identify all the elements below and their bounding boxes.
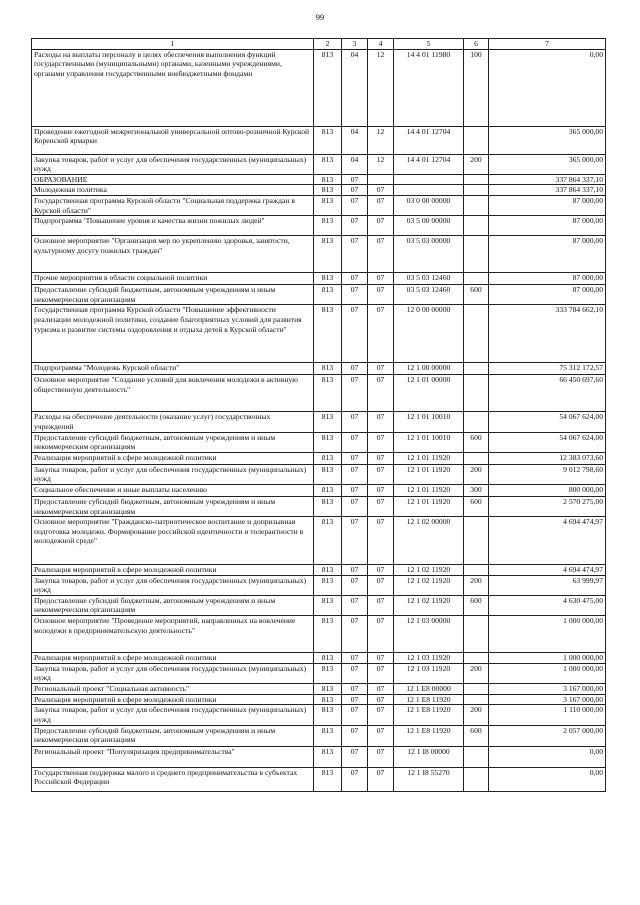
ministry-code-cell: 813 bbox=[314, 746, 342, 767]
target-article-cell: 12 1 01 00000 bbox=[394, 375, 464, 412]
ministry-code-cell: 813 bbox=[314, 154, 342, 174]
item-name-cell: Государственная программа Курской области "Социальная поддержка граждан в Курской области" bbox=[32, 195, 314, 215]
item-name-cell: Реализация мероприятий в сфере молодежной политики bbox=[32, 452, 314, 464]
page-number: 99 bbox=[315, 12, 325, 22]
ministry-code-cell: 813 bbox=[314, 575, 342, 595]
amount-cell: 1 110 000,00 bbox=[489, 705, 606, 725]
subsection-code-cell: 07 bbox=[368, 725, 394, 746]
table-row bbox=[32, 452, 606, 464]
section-code-cell: 07 bbox=[342, 185, 368, 196]
table-row bbox=[32, 746, 606, 767]
expense-type-cell bbox=[464, 305, 489, 363]
ministry-code-cell: 813 bbox=[314, 705, 342, 725]
subsection-code-cell: 07 bbox=[368, 565, 394, 576]
subsection-code-cell: 07 bbox=[368, 452, 394, 464]
table-row bbox=[32, 375, 606, 412]
amount-cell: 337 864 337,10 bbox=[489, 185, 606, 196]
section-code-cell: 07 bbox=[342, 725, 368, 746]
table-row bbox=[32, 305, 606, 363]
table-row bbox=[32, 195, 606, 215]
ministry-code-cell: 813 bbox=[314, 452, 342, 464]
section-code-cell: 07 bbox=[342, 412, 368, 432]
target-article-cell: 12 1 02 11920 bbox=[394, 565, 464, 576]
target-article-cell: 12 1 02 00000 bbox=[394, 517, 464, 565]
section-code-cell: 07 bbox=[342, 464, 368, 484]
item-name-cell: Государственная поддержка малого и среднего предпринимательства в субъектах Российской Федерации bbox=[32, 767, 314, 791]
subsection-code-cell: 07 bbox=[368, 705, 394, 725]
expense-type-cell: 600 bbox=[464, 595, 489, 615]
target-article-cell: 12 1 03 11920 bbox=[394, 653, 464, 664]
expense-type-cell bbox=[464, 363, 489, 375]
ministry-code-cell: 813 bbox=[314, 273, 342, 285]
amount-cell: 3 167 000,00 bbox=[489, 694, 606, 705]
section-code-cell: 07 bbox=[342, 375, 368, 412]
section-code-cell: 07 bbox=[342, 663, 368, 683]
subsection-code-cell: 07 bbox=[368, 363, 394, 375]
target-article-cell: 03 5 03 00000 bbox=[394, 236, 464, 273]
subsection-code-cell: 07 bbox=[368, 305, 394, 363]
table-row bbox=[32, 363, 606, 375]
item-name-cell: Молодежная политика bbox=[32, 185, 314, 196]
ministry-code-cell: 813 bbox=[314, 236, 342, 273]
target-article-cell: 12 1 01 11920 bbox=[394, 452, 464, 464]
subsection-code-cell: 07 bbox=[368, 616, 394, 653]
section-code-cell: 04 bbox=[342, 154, 368, 174]
section-code-cell: 07 bbox=[342, 767, 368, 791]
ministry-code-cell: 813 bbox=[314, 496, 342, 516]
table-row bbox=[32, 705, 606, 725]
table-row bbox=[32, 653, 606, 664]
expense-type-cell bbox=[464, 174, 489, 185]
subsection-code-cell: 07 bbox=[368, 595, 394, 615]
expense-type-cell: 600 bbox=[464, 496, 489, 516]
ministry-code-cell: 813 bbox=[314, 195, 342, 215]
table-row bbox=[32, 432, 606, 452]
subsection-code-cell: 07 bbox=[368, 694, 394, 705]
section-code-cell: 07 bbox=[342, 746, 368, 767]
header-cell: 2 bbox=[314, 39, 342, 50]
expense-type-cell bbox=[464, 746, 489, 767]
amount-cell: 365 000,00 bbox=[489, 126, 606, 154]
ministry-code-cell: 813 bbox=[314, 363, 342, 375]
table-header-row bbox=[32, 39, 606, 50]
table-row bbox=[32, 185, 606, 196]
item-name-cell: Региональный проект "Популяризация предпринимательства" bbox=[32, 746, 314, 767]
amount-cell: 66 450 697,60 bbox=[489, 375, 606, 412]
amount-cell: 87 000,00 bbox=[489, 195, 606, 215]
header-cell: 4 bbox=[368, 39, 394, 50]
subsection-code-cell: 07 bbox=[368, 663, 394, 683]
expense-type-cell bbox=[464, 452, 489, 464]
item-name-cell: Государственная программа Курской области "Повышение эффективности реализации молодежной политики, создание благоприятных условий для развития туризма и развитие системы оздоровления и отдыха детей в Курской области" bbox=[32, 305, 314, 363]
target-article-cell: 12 1 02 11920 bbox=[394, 595, 464, 615]
expense-type-cell bbox=[464, 412, 489, 432]
amount-cell: 87 000,00 bbox=[489, 273, 606, 285]
section-code-cell: 07 bbox=[342, 595, 368, 615]
ministry-code-cell: 813 bbox=[314, 432, 342, 452]
table-row bbox=[32, 49, 606, 126]
ministry-code-cell: 813 bbox=[314, 216, 342, 236]
subsection-code-cell: 07 bbox=[368, 412, 394, 432]
subsection-code-cell: 12 bbox=[368, 49, 394, 126]
expense-type-cell bbox=[464, 185, 489, 196]
section-code-cell: 07 bbox=[342, 705, 368, 725]
header-cell: 1 bbox=[32, 39, 314, 50]
section-code-cell: 07 bbox=[342, 285, 368, 305]
subsection-code-cell: 07 bbox=[368, 236, 394, 273]
expense-type-cell bbox=[464, 565, 489, 576]
ministry-code-cell: 813 bbox=[314, 285, 342, 305]
table-row bbox=[32, 236, 606, 273]
table-row bbox=[32, 517, 606, 565]
target-article-cell: 12 1 02 11920 bbox=[394, 575, 464, 595]
expense-type-cell: 200 bbox=[464, 154, 489, 174]
amount-cell: 1 000 000,00 bbox=[489, 616, 606, 653]
budget-table bbox=[31, 38, 606, 792]
expense-type-cell: 200 bbox=[464, 575, 489, 595]
table-row bbox=[32, 694, 606, 705]
ministry-code-cell: 813 bbox=[314, 653, 342, 664]
amount-cell: 333 784 662,10 bbox=[489, 305, 606, 363]
target-article-cell: 12 1 I8 00000 bbox=[394, 746, 464, 767]
ministry-code-cell: 813 bbox=[314, 595, 342, 615]
target-article-cell: 03 5 00 00000 bbox=[394, 216, 464, 236]
target-article-cell bbox=[394, 174, 464, 185]
section-code-cell: 07 bbox=[342, 273, 368, 285]
ministry-code-cell: 813 bbox=[314, 49, 342, 126]
expense-type-cell bbox=[464, 236, 489, 273]
ministry-code-cell: 813 bbox=[314, 174, 342, 185]
section-code-cell: 07 bbox=[342, 565, 368, 576]
section-code-cell: 07 bbox=[342, 653, 368, 664]
item-name-cell: Закупка товаров, работ и услуг для обеспечения государственных (муниципальных) нужд bbox=[32, 154, 314, 174]
table-row bbox=[32, 683, 606, 694]
item-name-cell: Предоставление субсидий бюджетным, автономным учреждениям и иным некоммерческим организациям bbox=[32, 725, 314, 746]
target-article-cell bbox=[394, 185, 464, 196]
amount-cell: 1 000 000,00 bbox=[489, 653, 606, 664]
expense-type-cell: 100 bbox=[464, 49, 489, 126]
subsection-code-cell: 07 bbox=[368, 484, 394, 496]
section-code-cell: 07 bbox=[342, 683, 368, 694]
expense-type-cell bbox=[464, 653, 489, 664]
amount-cell: 4 694 474,97 bbox=[489, 517, 606, 565]
target-article-cell: 12 1 00 00000 bbox=[394, 363, 464, 375]
ministry-code-cell: 813 bbox=[314, 616, 342, 653]
target-article-cell: 14 4 01 12704 bbox=[394, 126, 464, 154]
target-article-cell: 03 0 00 00000 bbox=[394, 195, 464, 215]
ministry-code-cell: 813 bbox=[314, 305, 342, 363]
expense-type-cell: 200 bbox=[464, 464, 489, 484]
item-name-cell: Предоставление субсидий бюджетным, автономным учреждениям и иным некоммерческим организациям bbox=[32, 432, 314, 452]
amount-cell: 800 000,00 bbox=[489, 484, 606, 496]
item-name-cell: Прочие мероприятия в области социальной политики bbox=[32, 273, 314, 285]
target-article-cell: 12 1 E8 11920 bbox=[394, 705, 464, 725]
target-article-cell: 12 1 I8 55270 bbox=[394, 767, 464, 791]
amount-cell: 54 067 624,00 bbox=[489, 432, 606, 452]
header-cell: 7 bbox=[489, 39, 606, 50]
subsection-code-cell: 07 bbox=[368, 767, 394, 791]
item-name-cell: Закупка товаров, работ и услуг для обеспечения государственных (муниципальных) нужд bbox=[32, 705, 314, 725]
amount-cell: 87 000,00 bbox=[489, 216, 606, 236]
ministry-code-cell: 813 bbox=[314, 185, 342, 196]
expense-type-cell bbox=[464, 517, 489, 565]
section-code-cell: 07 bbox=[342, 216, 368, 236]
item-name-cell: Реализация мероприятий в сфере молодежной политики bbox=[32, 653, 314, 664]
table-row bbox=[32, 126, 606, 154]
table-row bbox=[32, 464, 606, 484]
target-article-cell: 12 1 E8 11920 bbox=[394, 694, 464, 705]
expense-type-cell bbox=[464, 375, 489, 412]
table-row bbox=[32, 565, 606, 576]
subsection-code-cell: 07 bbox=[368, 464, 394, 484]
expense-type-cell: 200 bbox=[464, 663, 489, 683]
amount-cell: 0,00 bbox=[489, 767, 606, 791]
item-name-cell: Закупка товаров, работ и услуг для обеспечения государственных (муниципальных) нужд bbox=[32, 464, 314, 484]
target-article-cell: 12 1 01 11920 bbox=[394, 496, 464, 516]
item-name-cell: Расходы на выплаты персоналу в целях обеспечения выполнения функций государственными (муниципальными) органами, казенными учреждениями, органами управления государственными внебюджетными фондами bbox=[32, 49, 314, 126]
item-name-cell: Предоставление субсидий бюджетным, автономным учреждениям и иным некоммерческим организациям bbox=[32, 285, 314, 305]
section-code-cell: 07 bbox=[342, 363, 368, 375]
amount-cell: 12 383 073,60 bbox=[489, 452, 606, 464]
target-article-cell: 12 1 01 10010 bbox=[394, 412, 464, 432]
table-row bbox=[32, 725, 606, 746]
item-name-cell: Подпрограмма "Молодежь Курской области" bbox=[32, 363, 314, 375]
item-name-cell: Основное мероприятие "Создание условий для вовлечения молодежи в активную общественную деятельность" bbox=[32, 375, 314, 412]
amount-cell: 9 012 798,60 bbox=[489, 464, 606, 484]
table-row bbox=[32, 174, 606, 185]
table-row bbox=[32, 484, 606, 496]
subsection-code-cell: 07 bbox=[368, 683, 394, 694]
item-name-cell: Социальное обеспечение и иные выплаты населению bbox=[32, 484, 314, 496]
section-code-cell: 07 bbox=[342, 616, 368, 653]
subsection-code-cell: 07 bbox=[368, 575, 394, 595]
target-article-cell: 12 1 03 11920 bbox=[394, 663, 464, 683]
subsection-code-cell: 07 bbox=[368, 273, 394, 285]
ministry-code-cell: 813 bbox=[314, 464, 342, 484]
item-name-cell: Реализация мероприятий в сфере молодежной политики bbox=[32, 565, 314, 576]
target-article-cell: 14 4 01 12704 bbox=[394, 154, 464, 174]
subsection-code-cell: 07 bbox=[368, 285, 394, 305]
section-code-cell: 04 bbox=[342, 49, 368, 126]
subsection-code-cell bbox=[368, 174, 394, 185]
item-name-cell: Основное мероприятие "Организация мер по укреплению здоровья, занятости, культурному досугу пожилых граждан" bbox=[32, 236, 314, 273]
expense-type-cell: 200 bbox=[464, 705, 489, 725]
table-row bbox=[32, 595, 606, 615]
amount-cell: 63 999,97 bbox=[489, 575, 606, 595]
amount-cell: 365 000,00 bbox=[489, 154, 606, 174]
ministry-code-cell: 813 bbox=[314, 126, 342, 154]
section-code-cell: 07 bbox=[342, 305, 368, 363]
expense-type-cell: 600 bbox=[464, 432, 489, 452]
item-name-cell: Основное мероприятие "Проведение мероприятий, направленных на вовлечение молодежи в предпринимательскую деятельность" bbox=[32, 616, 314, 653]
subsection-code-cell: 07 bbox=[368, 496, 394, 516]
expense-type-cell bbox=[464, 694, 489, 705]
section-code-cell: 07 bbox=[342, 484, 368, 496]
section-code-cell: 07 bbox=[342, 432, 368, 452]
expense-type-cell bbox=[464, 273, 489, 285]
amount-cell: 2 570 275,00 bbox=[489, 496, 606, 516]
target-article-cell: 12 1 03 00000 bbox=[394, 616, 464, 653]
expense-type-cell bbox=[464, 216, 489, 236]
section-code-cell: 07 bbox=[342, 694, 368, 705]
subsection-code-cell: 07 bbox=[368, 185, 394, 196]
item-name-cell: Реализация мероприятий в сфере молодежной политики bbox=[32, 694, 314, 705]
section-code-cell: 07 bbox=[342, 575, 368, 595]
table-row bbox=[32, 767, 606, 791]
amount-cell: 2 057 000,00 bbox=[489, 725, 606, 746]
item-name-cell: Расходы на обеспечение деятельности (оказание услуг) государственных учреждений bbox=[32, 412, 314, 432]
item-name-cell: Предоставление субсидий бюджетным, автономным учреждениям и иным некоммерческим организациям bbox=[32, 496, 314, 516]
amount-cell: 87 000,00 bbox=[489, 285, 606, 305]
expense-type-cell: 300 bbox=[464, 484, 489, 496]
subsection-code-cell: 12 bbox=[368, 126, 394, 154]
target-article-cell: 12 1 01 11920 bbox=[394, 464, 464, 484]
item-name-cell: Проведение ежегодной межрегиональной универсальной оптово-розничной Курской Коренской ярмарки bbox=[32, 126, 314, 154]
target-article-cell: 12 1 01 10010 bbox=[394, 432, 464, 452]
amount-cell: 4 694 474,97 bbox=[489, 565, 606, 576]
ministry-code-cell: 813 bbox=[314, 412, 342, 432]
subsection-code-cell: 07 bbox=[368, 517, 394, 565]
section-code-cell: 07 bbox=[342, 174, 368, 185]
expense-type-cell bbox=[464, 683, 489, 694]
expense-type-cell bbox=[464, 195, 489, 215]
ministry-code-cell: 813 bbox=[314, 683, 342, 694]
amount-cell: 0,00 bbox=[489, 746, 606, 767]
subsection-code-cell: 07 bbox=[368, 216, 394, 236]
expense-type-cell: 600 bbox=[464, 725, 489, 746]
item-name-cell: ОБРАЗОВАНИЕ bbox=[32, 174, 314, 185]
target-article-cell: 12 0 00 00000 bbox=[394, 305, 464, 363]
ministry-code-cell: 813 bbox=[314, 375, 342, 412]
amount-cell: 87 000,00 bbox=[489, 236, 606, 273]
target-article-cell: 03 5 03 12460 bbox=[394, 273, 464, 285]
amount-cell: 3 167 000,00 bbox=[489, 683, 606, 694]
header-cell: 5 bbox=[394, 39, 464, 50]
ministry-code-cell: 813 bbox=[314, 694, 342, 705]
item-name-cell: Подпрограмма "Повышение уровня и качества жизни пожилых людей" bbox=[32, 216, 314, 236]
ministry-code-cell: 813 bbox=[314, 767, 342, 791]
ministry-code-cell: 813 bbox=[314, 565, 342, 576]
subsection-code-cell: 07 bbox=[368, 653, 394, 664]
subsection-code-cell: 07 bbox=[368, 432, 394, 452]
subsection-code-cell: 07 bbox=[368, 195, 394, 215]
table-row bbox=[32, 616, 606, 653]
ministry-code-cell: 813 bbox=[314, 663, 342, 683]
ministry-code-cell: 813 bbox=[314, 725, 342, 746]
header-cell: 3 bbox=[342, 39, 368, 50]
header-cell: 6 bbox=[464, 39, 489, 50]
ministry-code-cell: 813 bbox=[314, 517, 342, 565]
target-article-cell: 12 1 E8 11920 bbox=[394, 725, 464, 746]
item-name-cell: Основное мероприятие "Гражданско-патриотическое воспитание и допризывная подготовка молодежи. Формирование российской идентичности и толерантности в молодежной среде" bbox=[32, 517, 314, 565]
section-code-cell: 07 bbox=[342, 236, 368, 273]
target-article-cell: 03 5 03 12460 bbox=[394, 285, 464, 305]
item-name-cell: Закупка товаров, работ и услуг для обеспечения государственных (муниципальных) нужд bbox=[32, 663, 314, 683]
target-article-cell: 12 1 E8 00000 bbox=[394, 683, 464, 694]
table-row bbox=[32, 575, 606, 595]
item-name-cell: Региональный проект "Социальная активность" bbox=[32, 683, 314, 694]
table-row bbox=[32, 496, 606, 516]
amount-cell: 1 000 000,00 bbox=[489, 663, 606, 683]
table-row bbox=[32, 216, 606, 236]
amount-cell: 54 067 624,00 bbox=[489, 412, 606, 432]
amount-cell: 0,00 bbox=[489, 49, 606, 126]
table-row bbox=[32, 412, 606, 432]
table-row bbox=[32, 663, 606, 683]
subsection-code-cell: 07 bbox=[368, 746, 394, 767]
subsection-code-cell: 12 bbox=[368, 154, 394, 174]
expense-type-cell bbox=[464, 767, 489, 791]
section-code-cell: 04 bbox=[342, 126, 368, 154]
section-code-cell: 07 bbox=[342, 452, 368, 464]
item-name-cell: Предоставление субсидий бюджетным, автономным учреждениям и иным некоммерческим организациям bbox=[32, 595, 314, 615]
amount-cell: 4 630 475,00 bbox=[489, 595, 606, 615]
table-row bbox=[32, 273, 606, 285]
expense-type-cell bbox=[464, 616, 489, 653]
table-row bbox=[32, 154, 606, 174]
subsection-code-cell: 07 bbox=[368, 375, 394, 412]
amount-cell: 337 864 337,10 bbox=[489, 174, 606, 185]
expense-type-cell bbox=[464, 126, 489, 154]
section-code-cell: 07 bbox=[342, 195, 368, 215]
expense-type-cell: 600 bbox=[464, 285, 489, 305]
section-code-cell: 07 bbox=[342, 496, 368, 516]
item-name-cell: Закупка товаров, работ и услуг для обеспечения государственных (муниципальных) нужд bbox=[32, 575, 314, 595]
table-row bbox=[32, 285, 606, 305]
target-article-cell: 12 1 01 11920 bbox=[394, 484, 464, 496]
target-article-cell: 14 4 01 11980 bbox=[394, 49, 464, 126]
amount-cell: 75 312 172,57 bbox=[489, 363, 606, 375]
ministry-code-cell: 813 bbox=[314, 484, 342, 496]
section-code-cell: 07 bbox=[342, 517, 368, 565]
